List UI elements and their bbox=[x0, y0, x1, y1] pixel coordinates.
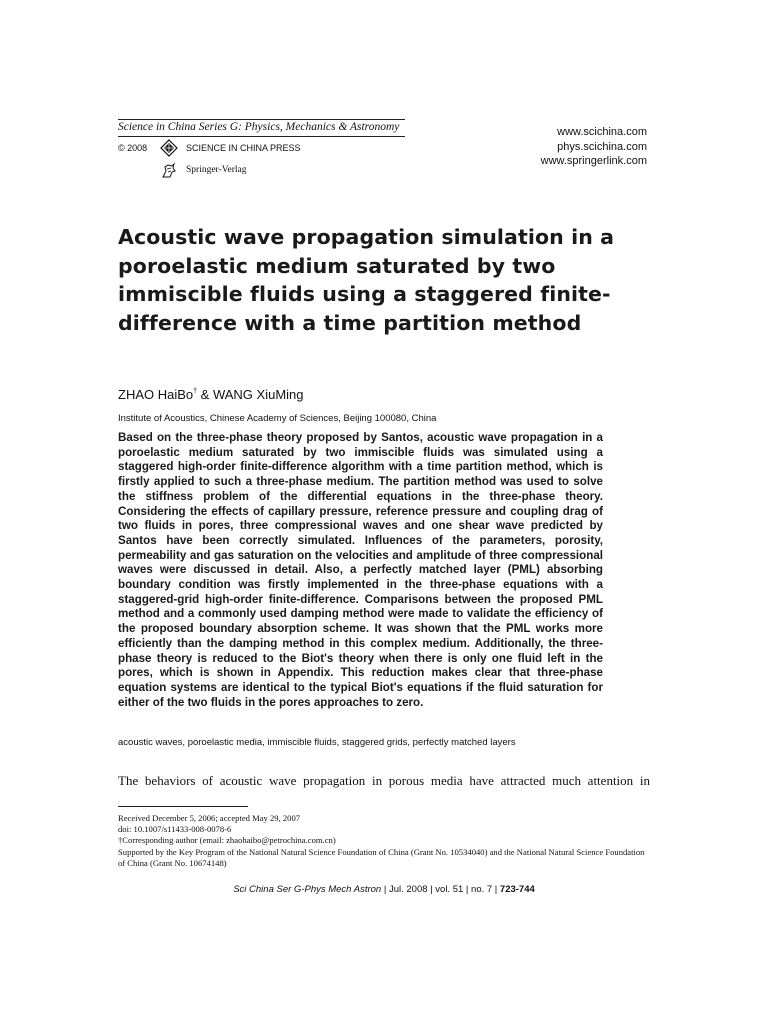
body-text-first-line: The behaviors of acoustic wave propagation in porous media have attracted much attention in bbox=[118, 773, 650, 788]
citation-volume: vol. 51 bbox=[435, 884, 464, 895]
science-in-china-press-logo-icon bbox=[160, 139, 178, 157]
corresponding-author-mark: † bbox=[193, 388, 198, 395]
footnote-doi: doi: 10.1007/s11433-008-0078-6 bbox=[118, 824, 232, 835]
citation-pages: 723-744 bbox=[499, 884, 535, 895]
footnote-received: Received December 5, 2006; accepted May 29, 2007 bbox=[118, 813, 301, 823]
footnotes bbox=[118, 813, 650, 869]
citation-separator: | bbox=[492, 884, 500, 895]
copyright: © 2008 bbox=[118, 143, 148, 153]
keywords: acoustic waves, poroelastic media, immiscible fluids, staggered grids, perfectly matched layers bbox=[118, 737, 516, 748]
footnote-corresponding-author: †Corresponding author (email: zhaohaibo@petrochina.com.cn) bbox=[118, 835, 336, 846]
affiliation: Institute of Acoustics, Chinese Academy of Sciences, Beijing 100080, China bbox=[118, 413, 437, 424]
publisher-name: Springer-Verlag bbox=[186, 165, 247, 175]
abstract: Based on the three-phase theory proposed by Santos, acoustic wave propagation in a poroelastic medium saturated by two immiscible fluids was simulated using a staggered high-order finite-difference algorithm with a time partition method, which is firstly applied to such a three-phase medium. The partition method was used to solve the stiffness problem of the differential equations in the three-phase theory. Considering the effects of capillary pressure, reference pressure and coupling drag of two fluids in pores, three compressional waves and one shear wave predicted by Santos have been correctly simulated. Influences of the parameters, porosity, permeability and gas saturation on the velocities and amplitude of three compressional waves were discussed in detail. Also, a perfectly matched layer (PML) absorbing boundary condition was firstly implemented in the three-phase equations with a staggered-grid high-order finite-difference. Comparisons between the proposed PML method and a commonly used damping method were made to validate the efficiency of the proposed boundary absorption scheme. It was shown that the PML works more efficiently than the damping method in this complex medium. Additionally, the three-phase theory is reduced to the Biot's theory when there is only one fluid left in the pores, which is shown in Appendix. This reduction makes clear that three-phase equation systems are identical to the typical Biot's equations if the fluid saturation for either of the two fluids in the pores approaches to zero. bbox=[118, 431, 603, 709]
citation-separator: | bbox=[427, 884, 436, 895]
author-separator: & bbox=[197, 387, 213, 402]
citation-separator: | bbox=[463, 884, 472, 895]
article-title: Acoustic wave propagation simulation in a poroelastic medium saturated by two immiscible fluids using a staggered finite-difference with a time partition method bbox=[118, 225, 615, 335]
press-name: SCIENCE IN CHINA PRESS bbox=[186, 143, 301, 153]
author-zhao: ZHAO HaiBo bbox=[118, 387, 194, 402]
springer-horse-logo-icon bbox=[160, 162, 178, 180]
url-springerlink[interactable]: www.springerlink.com bbox=[540, 155, 647, 167]
citation-line bbox=[0, 884, 768, 895]
footnote-funding: Supported by the Key Program of the National Natural Science Foundation of China (Grant No. 10534040) and the National Natural Science Foundation of China (Grant No. 10674148) bbox=[118, 846, 645, 868]
citation-issue: no. 7 bbox=[471, 884, 493, 895]
citation-separator: | bbox=[381, 884, 389, 895]
citation-date: Jul. 2008 bbox=[388, 884, 428, 895]
footnote-divider bbox=[118, 806, 248, 807]
citation-journal: Sci China Ser G-Phys Mech Astron bbox=[233, 884, 382, 895]
url-phys-scichina[interactable]: phys.scichina.com bbox=[557, 140, 647, 153]
journal-urls bbox=[541, 125, 647, 169]
author-line bbox=[118, 387, 304, 402]
url-scichina[interactable]: www.scichina.com bbox=[557, 126, 647, 138]
author-wang: WANG XiuMing bbox=[212, 387, 304, 402]
journal-series-name: Science in China Series G: Physics, Mechanics & Astronomy bbox=[118, 119, 405, 137]
